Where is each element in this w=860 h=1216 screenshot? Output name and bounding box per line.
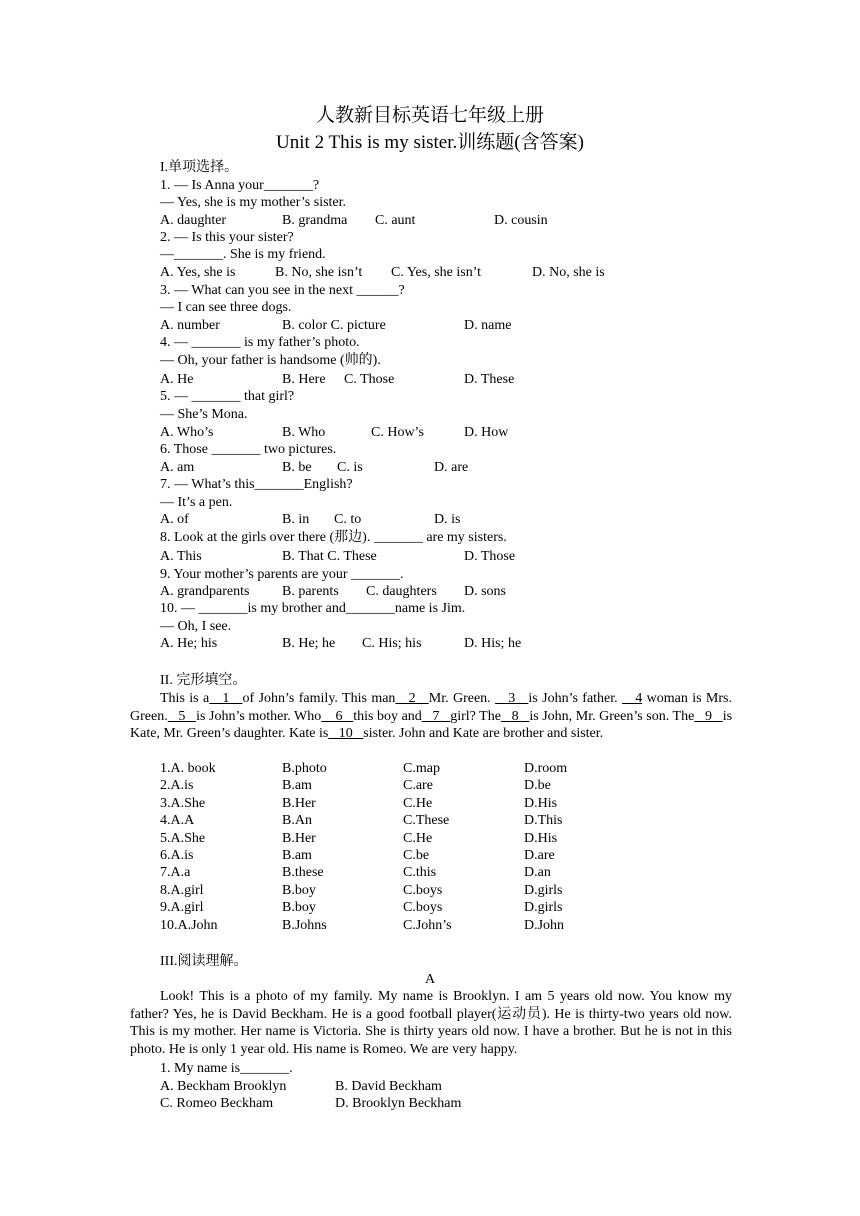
cloze-options-row: 2.A.is B.am C.are D.be — [160, 778, 551, 793]
q7-stem: 7. — What’s this_______English? — [160, 477, 353, 492]
option: D. How — [464, 425, 509, 440]
reading-q1-options — [160, 1078, 760, 1095]
cloze-options-row: 3.A.She B.Her C.He D.His — [160, 796, 558, 811]
option: D. Those — [464, 549, 516, 564]
option: A. number — [160, 318, 220, 333]
q5-reply: — She’s Mona. — [160, 407, 248, 422]
document-subtitle: Unit 2 This is my sister.训练题(含答案) — [276, 132, 584, 153]
blank-7: 7 — [421, 708, 451, 724]
passage-label: A — [424, 972, 436, 987]
option: B. Who — [282, 425, 326, 440]
option: C. Those — [344, 372, 395, 387]
q10-options — [160, 635, 760, 652]
option: B. in — [282, 512, 310, 527]
option: C. How’s — [371, 425, 424, 440]
option: D. Brooklyn Beckham — [335, 1096, 462, 1111]
q1-reply: — Yes, she is my mother’s sister. — [160, 195, 347, 210]
q9-stem: 9. Your mother’s parents are your _______. — [160, 567, 404, 582]
cloze-options-row: 6.A.is B.am C.be D.are — [160, 848, 555, 863]
q3-reply: — I can see three dogs. — [160, 300, 292, 315]
option: A. Beckham Brooklyn — [160, 1079, 287, 1094]
blank-5: 5 — [167, 708, 197, 724]
q10-reply: — Oh, I see. — [160, 619, 232, 634]
section2-heading: II. 完形填空。 — [160, 673, 247, 688]
option: D. name — [464, 318, 512, 333]
blank-4: 4 — [622, 691, 643, 706]
option: B. That C. These — [282, 549, 377, 564]
option: B. be — [282, 460, 312, 475]
blank-2: 2 — [395, 691, 429, 706]
option: C. aunt — [375, 213, 416, 228]
cloze-options-row: 7.A.a B.these C.this D.an — [160, 865, 551, 880]
option: B. Here — [282, 372, 326, 387]
q3-stem: 3. — What can you see in the next ______? — [160, 283, 405, 298]
option: A. grandparents — [160, 584, 250, 599]
option: D. sons — [464, 584, 507, 599]
blank-10: 10 — [328, 726, 364, 741]
q6-stem: 6. Those _______ two pictures. — [160, 442, 337, 457]
blank-8: 8 — [500, 708, 530, 724]
q5-stem: 5. — _______ that girl? — [160, 389, 295, 404]
q6-options — [160, 459, 760, 476]
cloze-options-row: 9.A.girl B.boy C.boys D.girls — [160, 900, 563, 915]
reading-q1-stem: 1. My name is_______. — [160, 1061, 293, 1076]
q8-stem: 8. Look at the girls over there (那边). _______ are my sisters. — [160, 530, 507, 545]
q10-stem: 10. — _______is my brother and_______name is Jim. — [160, 601, 466, 616]
option: B. No, she isn’t — [275, 265, 363, 280]
cloze-passage: This is a 1 of John’s family. This man 2 Mr. Green. 3 is John’s father. 4 woman is Mrs. Green. 5 is John’s mother. Who 6 this boy and 7 girl? The 8 is John, Mr. Green’s son. The 9 is Kate, Mr. Green’s daughter. Kate is 10 sister. John and Kate are brother and sister. — [130, 691, 733, 741]
option: D. No, she is — [532, 265, 605, 280]
option: C. is — [337, 460, 363, 475]
blank-6: 6 — [321, 708, 354, 724]
q4-reply: — Oh, your father is handsome (帅的). — [160, 353, 381, 368]
reading-passage: Look! This is a photo of my family. My name is Brooklyn. I am 5 years old now. You know my father? Yes, he is David Beckham. He is a good football player(运动员). He is thirty-two years old now. This is my mother. Her name is Victoria. She is thirty years old now. I have a brother. But he is not in this photo. He is only 1 year old. His name is Romeo. We are very happy. — [130, 989, 732, 1057]
q7-reply: — It’s a pen. — [160, 495, 233, 510]
option: A. This — [160, 549, 202, 564]
q2-options — [160, 264, 760, 281]
section1-heading: I.单项选择。 — [160, 160, 239, 175]
option: C. Romeo Beckham — [160, 1096, 274, 1111]
option: A. daughter — [160, 213, 227, 228]
q4-stem: 4. — _______ is my father’s photo. — [160, 335, 360, 350]
q9-options — [160, 583, 760, 600]
option: B. He; he — [282, 636, 336, 651]
option: B. color C. picture — [282, 318, 386, 333]
option: C. daughters — [366, 584, 437, 599]
reading-q1-options — [160, 1095, 760, 1112]
q7-options — [160, 511, 760, 528]
cloze-options-row: 1.A. book B.photo C.map D.room — [160, 761, 568, 776]
option: B. grandma — [282, 213, 348, 228]
option: A. He — [160, 372, 194, 387]
q4-options — [160, 371, 760, 388]
cloze-options-row: 4.A.A B.An C.These D.This — [160, 813, 563, 828]
option: A. Yes, she is — [160, 265, 236, 280]
q1-options — [160, 212, 760, 229]
section3-heading: III.阅读理解。 — [160, 954, 248, 969]
option: D. His; he — [464, 636, 522, 651]
option: C. His; his — [362, 636, 422, 651]
option: A. Who’s — [160, 425, 214, 440]
option: A. He; his — [160, 636, 218, 651]
q8-options — [160, 548, 760, 565]
q2-stem: 2. — Is this your sister? — [160, 230, 294, 245]
option: D. These — [464, 372, 515, 387]
blank-3: 3 — [495, 691, 529, 706]
option: D. cousin — [494, 213, 548, 228]
cloze-options-row: 5.A.She B.Her C.He D.His — [160, 831, 558, 846]
document-title: 人教新目标英语七年级上册 — [315, 105, 544, 126]
option: A. am — [160, 460, 195, 475]
q5-options — [160, 424, 760, 441]
q1-stem: 1. — Is Anna your_______? — [160, 178, 320, 193]
option: C. Yes, she isn’t — [391, 265, 481, 280]
option: B. parents — [282, 584, 339, 599]
option: D. are — [434, 460, 469, 475]
option: B. David Beckham — [335, 1079, 442, 1094]
blank-9: 9 — [694, 708, 723, 724]
blank-1: 1 — [209, 691, 243, 706]
q3-options — [160, 317, 760, 334]
q2-reply: —_______. She is my friend. — [160, 247, 326, 262]
option: D. is — [434, 512, 461, 527]
cloze-options-row: 10.A.John B.Johns C.John’s D.John — [160, 918, 565, 933]
cloze-options-row: 8.A.girl B.boy C.boys D.girls — [160, 883, 563, 898]
option: C. to — [334, 512, 362, 527]
option: A. of — [160, 512, 189, 527]
